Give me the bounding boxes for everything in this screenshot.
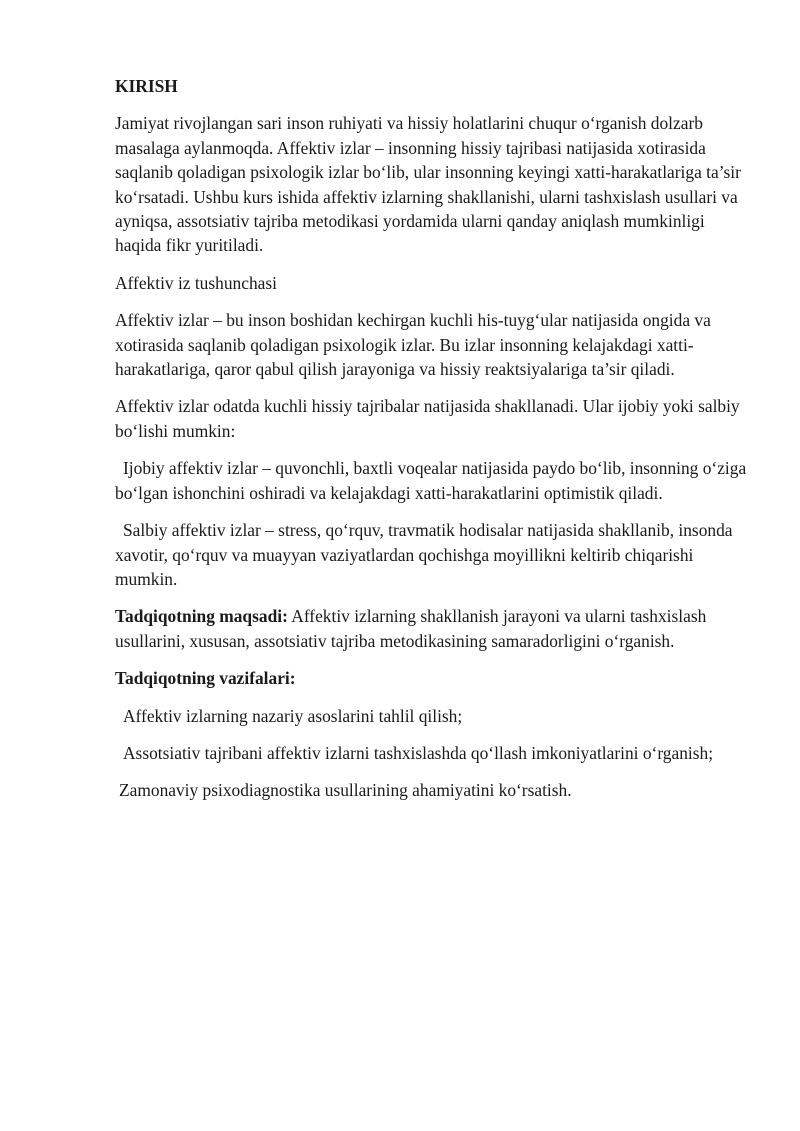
task-item-3 xyxy=(115,778,747,802)
task-text-2: Assotsiativ tajribani affektiv izlarni tashxislashda qo‘llash imkoniyatlarini o‘rganish; xyxy=(123,742,714,763)
goal-label: Tadqiqotning maqsadi: xyxy=(115,606,288,627)
task-item-2 xyxy=(115,741,747,765)
document-page xyxy=(115,74,747,816)
concept-title: Affektiv iz tushunchasi xyxy=(115,272,277,293)
positive-traces-item xyxy=(115,456,747,505)
task-text-1: Affektiv izlarning nazariy asoslarini tahlil qilish; xyxy=(123,705,463,726)
intro-paragraph: Jamiyat rivojlangan sari inson ruhiyati va hissiy holatlarini chuqur o‘rganish dolzarb masalaga aylanmoqda. Affektiv izlar – insonning hissiy tajribasi natijasida xotirasida saqlanib qoladigan psixologik izlar bo‘lib, ular insonning keyingi xatti-harakatlariga ta’sir ko‘rsatadi. Ushbu kurs ishida affektiv izlarning shakllanishi, ularni tashxislash usullari va ayniqsa, assotsiativ tajriba metodikasi yordamida ularni qanday aniqlash mumkinligi haqida fikr yuritiladi. xyxy=(115,113,741,256)
positive-traces-text: Ijobiy affektiv izlar – quvonchli, baxtli voqealar natijasida paydo bo‘lib, insonning o‘ziga bo‘lgan ishonchini oshiradi va kelajakdagi xatti-harakatlarini optimistik qiladi. xyxy=(115,458,747,503)
tasks-label: Tadqiqotning vazifalari: xyxy=(115,668,296,689)
section-heading: KIRISH xyxy=(115,76,178,96)
negative-traces-text: Salbiy affektiv izlar – stress, qo‘rquv, travmatik hodisalar natijasida shakllanib, insonda xavotir, qo‘rquv va muayyan vaziyatlardan qochishga moyillikni keltirib chiqarishi mumkin. xyxy=(115,520,733,589)
negative-traces-item xyxy=(115,518,747,591)
goal-text: Affektiv izlarning shakllanish jarayoni va ularni tashxislash usullarini, xususan, assotsiativ tajriba metodikasining samaradorligini o‘rganish. xyxy=(115,606,707,651)
goal-paragraph xyxy=(115,604,747,653)
task-text-3: Zamonaviy psixodiagnostika usullarining ahamiyatini ko‘rsatish. xyxy=(119,780,572,801)
concept-types-paragraph: Affektiv izlar odatda kuchli hissiy tajribalar natijasida shakllanadi. Ular ijobiy yoki salbiy bo‘lishi mumkin: xyxy=(115,396,740,441)
concept-definition-paragraph: Affektiv izlar – bu inson boshidan kechirgan kuchli his-tuyg‘ular natijasida ongida va xotirasida saqlanib qoladigan psixologik izlar. Bu izlar insonning kelajakdagi xatti-harakatlariga, qaror qabul qilish jarayoniga va hissiy reaktsiyalariga ta’sir qiladi. xyxy=(115,310,711,380)
task-item-1 xyxy=(115,704,747,728)
